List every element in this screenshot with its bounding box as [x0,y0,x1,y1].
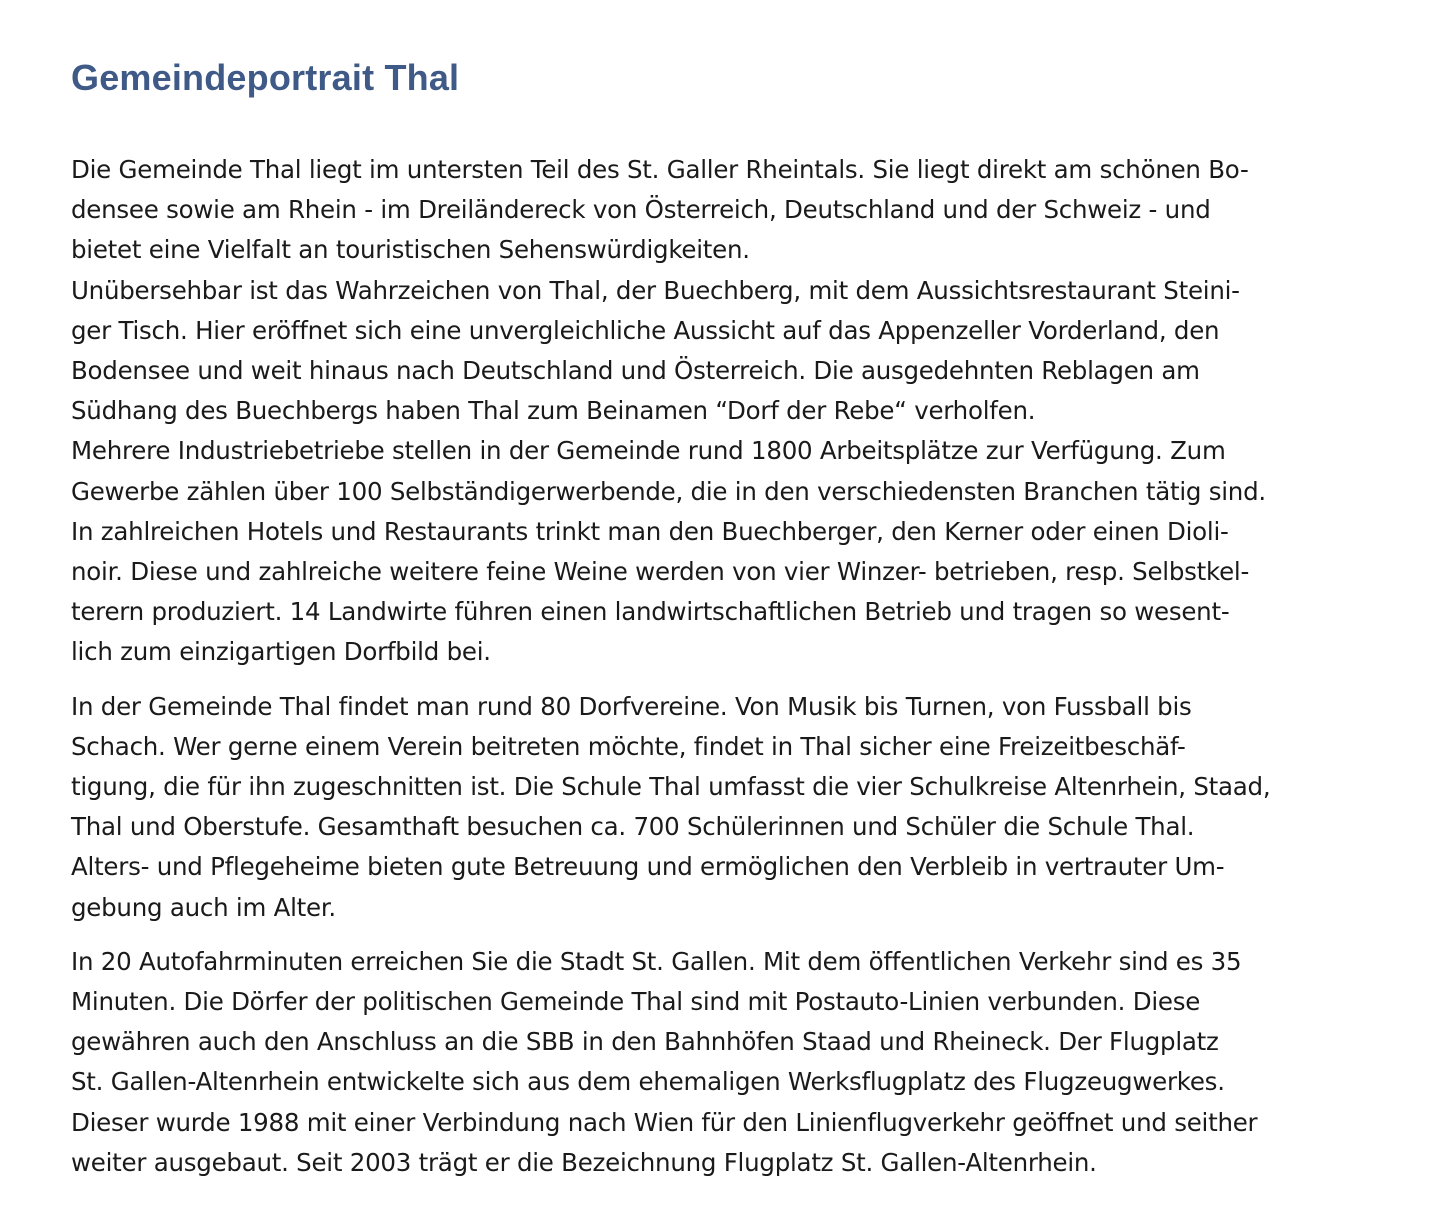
text-line: Alters- und Pflegeheime bieten gute Betreuung und ermöglichen den Verbleib in vertrauter Um- [71,852,1225,882]
text-line: bietet eine Vielfalt an touristischen Sehenswürdigkeiten. [71,235,750,265]
text-line: gewähren auch den Anschluss an die SBB in den Bahnhöfen Staad und Rheineck. Der Flugplatz [71,1027,1219,1057]
text-line: gebung auch im Alter. [71,892,336,922]
text-line: noir. Diese und zahlreiche weitere feine Weine werden von vier Winzer- betrieben, resp. Selbstkel- [71,557,1250,587]
text-line: ger Tisch. Hier eröffnet sich eine unvergleichliche Aussicht auf das Appenzeller Vorderland, den [71,315,1220,345]
paragraph [71,942,1401,1183]
paragraph [71,150,1401,673]
text-line: terern produziert. 14 Landwirte führen einen landwirtschaftlichen Betrieb und tragen so wesent- [71,597,1230,627]
text-line: Schach. Wer gerne einem Verein beitreten möchte, findet in Thal sicher eine Freizeitbeschäf- [71,731,1186,761]
text-line: In 20 Autofahrminuten erreichen Sie die Stadt St. Gallen. Mit dem öffentlichen Verkehr sind es 35 [71,946,1242,976]
text-line: Unübersehbar ist das Wahrzeichen von Thal, der Buechberg, mit dem Aussichtsrestaurant Steini- [71,275,1240,305]
text-line: Minuten. Die Dörfer der politischen Gemeinde Thal sind mit Postauto-Linien verbunden. Diese [71,987,1201,1017]
text-line: St. Gallen-Altenrhein entwickelte sich aus dem ehemaligen Werksflugplatz des Flugzeugwerkes. [71,1067,1225,1097]
document-page [71,50,1401,1197]
document-body [71,150,1401,1183]
text-line: In der Gemeinde Thal findet man rund 80 Dorfvereine. Von Musik bis Turnen, von Fussball bis [71,691,1192,721]
text-line: In zahlreichen Hotels und Restaurants trinkt man den Buechberger, den Kerner oder einen Dioli- [71,516,1229,546]
text-line: densee sowie am Rhein - im Dreiländereck von Österreich, Deutschland und der Schweiz - und [71,195,1211,225]
text-line: lich zum einzigartigen Dorfbild bei. [71,637,491,667]
text-line: Mehrere Industriebetriebe stellen in der Gemeinde rund 1800 Arbeitsplätze zur Verfügung. Zum [71,436,1226,466]
text-line: Südhang des Buechbergs haben Thal zum Beinamen “Dorf der Rebe“ verholfen. [71,396,1036,426]
text-line: Bodensee und weit hinaus nach Deutschland und Österreich. Die ausgedehnten Reblagen am [71,356,1200,386]
paragraph [71,687,1401,928]
text-line: Dieser wurde 1988 mit einer Verbindung nach Wien für den Linienflugverkehr geöffnet und seither [71,1107,1258,1137]
text-line: weiter ausgebaut. Seit 2003 trägt er die Bezeichnung Flugplatz St. Gallen-Altenrhein. [71,1147,1097,1177]
text-line: tigung, die für ihn zugeschnitten ist. Die Schule Thal umfasst die vier Schulkreise Altenrhein, Staad, [71,772,1271,802]
text-line: Die Gemeinde Thal liegt im untersten Teil des St. Galler Rheintals. Sie liegt direkt am schönen Bo- [71,155,1249,184]
text-line: Gewerbe zählen über 100 Selbständigerwerbende, die in den verschiedensten Branchen tätig sind. [71,476,1266,506]
page-title: Gemeindeportrait Thal [71,57,460,98]
text-line: Thal und Oberstufe. Gesamthaft besuchen ca. 700 Schülerinnen und Schüler die Schule Thal. [71,812,1195,842]
